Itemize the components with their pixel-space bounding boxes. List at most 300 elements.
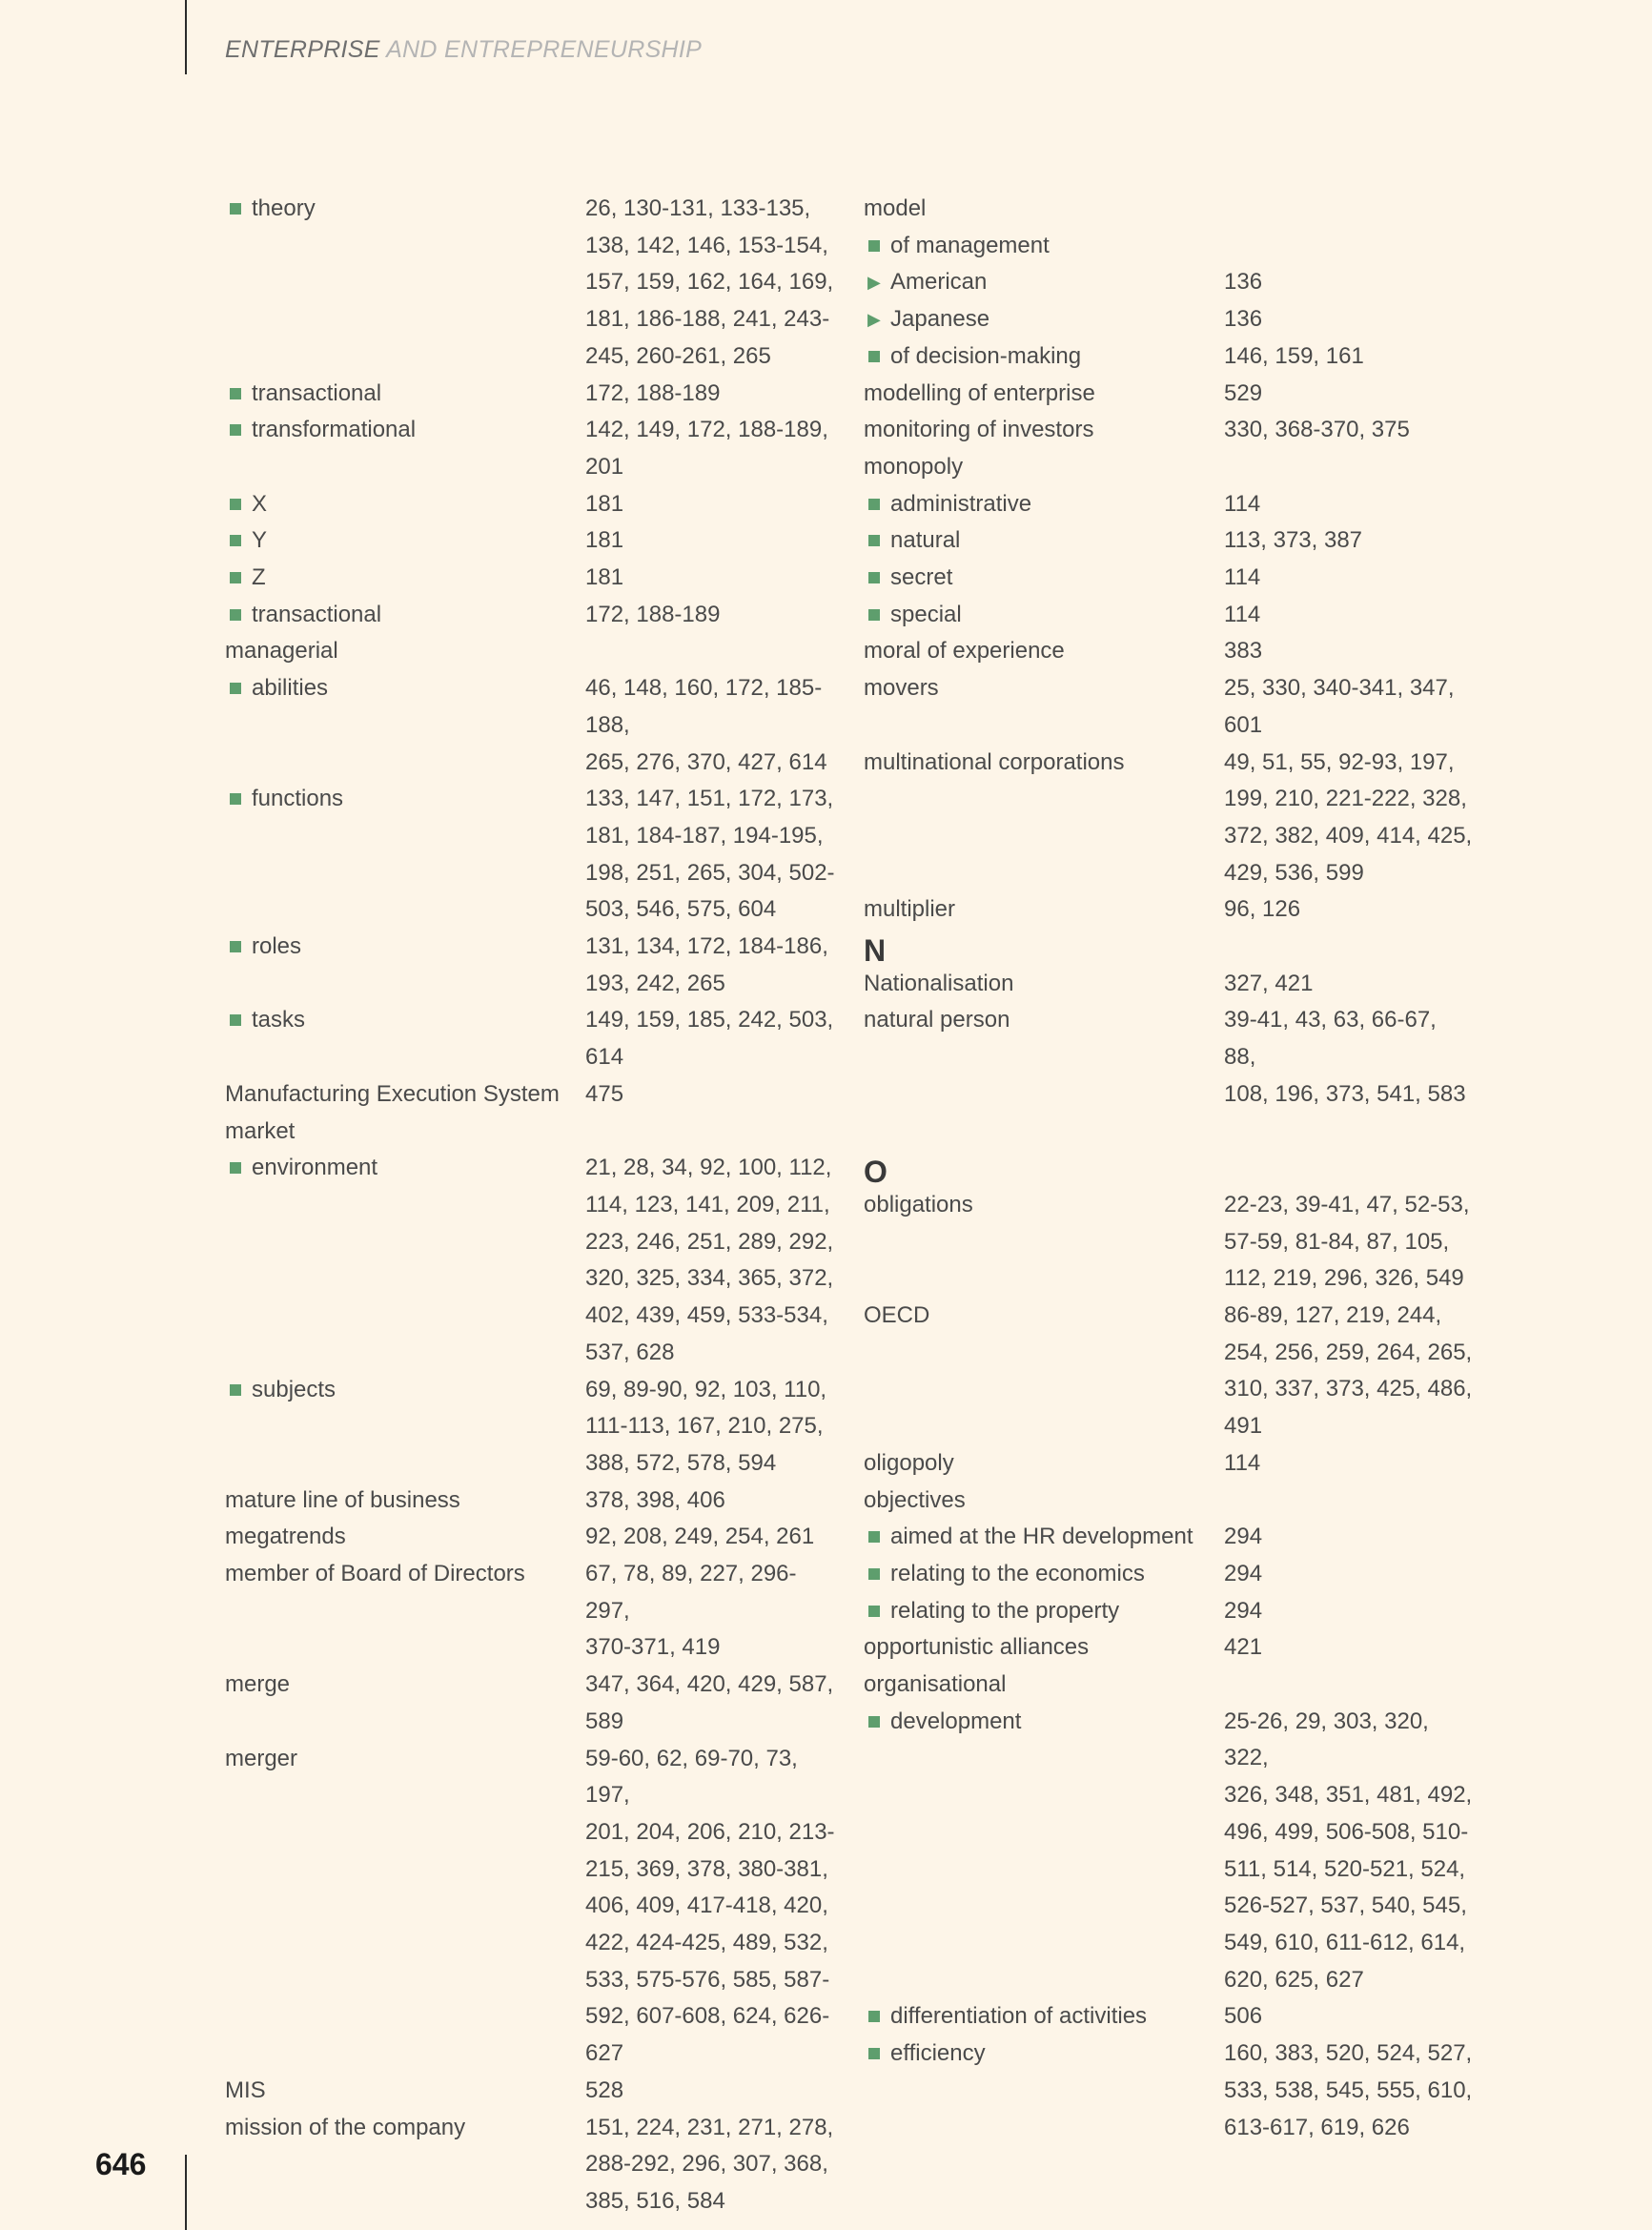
index-term-text: model bbox=[864, 195, 927, 221]
index-entry bbox=[864, 1298, 1474, 1445]
index-entry bbox=[225, 376, 835, 413]
index-term-text: multinational corporations bbox=[864, 748, 1125, 775]
index-term-text: X bbox=[252, 490, 268, 517]
index-term-text: tasks bbox=[252, 1007, 306, 1033]
index-entry bbox=[864, 522, 1474, 560]
index-term bbox=[225, 376, 585, 413]
page-references bbox=[1224, 486, 1474, 523]
page-references bbox=[585, 1372, 835, 1483]
page-reference-line: 86-89, 127, 219, 244, bbox=[1224, 1302, 1442, 1329]
index-term bbox=[225, 1519, 585, 1556]
index-term-text: secret bbox=[890, 564, 953, 591]
page-references bbox=[1224, 191, 1474, 228]
index-entry bbox=[225, 633, 835, 670]
index-entry bbox=[864, 745, 1474, 892]
page-reference-line: 114, 123, 141, 209, 211, bbox=[585, 1191, 830, 1217]
index-term bbox=[225, 1556, 585, 1667]
index-term bbox=[864, 301, 1224, 338]
index-term-text: administrative bbox=[890, 490, 1032, 517]
square-bullet-icon bbox=[868, 1568, 880, 1580]
index-entry bbox=[864, 1483, 1474, 1520]
page-references bbox=[1224, 1998, 1474, 2036]
page-reference-line: 330, 368-370, 375 bbox=[1224, 417, 1410, 443]
page-reference-line: 506 bbox=[1224, 2003, 1263, 2030]
index-entry bbox=[225, 412, 835, 485]
page-references bbox=[585, 560, 835, 597]
page-reference-line: 198, 251, 265, 304, 502- bbox=[585, 859, 835, 886]
square-bullet-icon bbox=[868, 609, 880, 621]
page-reference-line: 96, 126 bbox=[1224, 896, 1301, 923]
page-references bbox=[585, 1002, 835, 1075]
page-references bbox=[585, 1741, 835, 2073]
page-reference-line: 26, 130-131, 133-135, bbox=[585, 195, 811, 221]
page-references bbox=[1224, 301, 1474, 338]
index-term bbox=[225, 1483, 585, 1520]
index-entry bbox=[864, 891, 1474, 929]
index-entry bbox=[864, 560, 1474, 597]
index-term-text: MIS bbox=[225, 2077, 266, 2103]
index-entry bbox=[864, 1002, 1474, 1113]
index-entry bbox=[225, 1150, 835, 1371]
footer-rule bbox=[185, 2155, 187, 2230]
page-reference-line: 496, 499, 506-508, 510- bbox=[1224, 1818, 1469, 1845]
page-reference-line: 138, 142, 146, 153-154, bbox=[585, 232, 828, 258]
page-reference-line: 372, 382, 409, 414, 425, bbox=[1224, 822, 1473, 849]
index-term bbox=[864, 338, 1224, 376]
index-entry bbox=[225, 1076, 835, 1114]
square-bullet-icon bbox=[230, 609, 241, 621]
page-reference-line: 157, 159, 162, 164, 169, bbox=[585, 269, 834, 296]
index-entry bbox=[864, 449, 1474, 486]
page-reference-line: 215, 369, 378, 380-381, bbox=[585, 1855, 828, 1882]
page-reference-line: 22-23, 39-41, 47, 52-53, bbox=[1224, 1191, 1470, 1217]
index-term-text: natural bbox=[890, 527, 961, 554]
index-entry bbox=[864, 264, 1474, 301]
index-term-text: monitoring of investors bbox=[864, 417, 1094, 443]
index-term-text: Nationalisation bbox=[864, 970, 1014, 996]
square-bullet-icon bbox=[868, 1606, 880, 1617]
index-term-text: mission of the company bbox=[225, 2114, 466, 2140]
index-term bbox=[864, 891, 1224, 929]
index-entry bbox=[225, 1556, 835, 1667]
index-entry bbox=[225, 781, 835, 929]
index-term bbox=[225, 1372, 585, 1483]
index-term bbox=[225, 1667, 585, 1740]
square-bullet-icon bbox=[868, 572, 880, 583]
page-references bbox=[1224, 597, 1474, 634]
index-term-text: natural person bbox=[864, 1007, 1010, 1033]
page-reference-line: 193, 242, 265 bbox=[585, 970, 725, 996]
page-reference-line: 388, 572, 578, 594 bbox=[585, 1449, 777, 1476]
index-term-text: modelling of enterprise bbox=[864, 379, 1095, 406]
index-term-text: movers bbox=[864, 675, 939, 702]
index-term bbox=[225, 929, 585, 1002]
page-reference-line: 39-41, 43, 63, 66-67, 88, bbox=[1224, 1007, 1437, 1071]
index-entry bbox=[225, 2073, 835, 2110]
page-references bbox=[1224, 1187, 1474, 1298]
square-bullet-icon bbox=[868, 1531, 880, 1543]
index-entry bbox=[864, 1629, 1474, 1667]
page-reference-line: 46, 148, 160, 172, 185-188, bbox=[585, 675, 823, 738]
index-term-text: differentiation of activities bbox=[890, 2003, 1148, 2030]
index-term-text: theory bbox=[252, 195, 316, 221]
index-term bbox=[225, 781, 585, 929]
square-bullet-icon bbox=[868, 499, 880, 510]
index-term-text: Manufacturing Execution System bbox=[225, 1080, 560, 1107]
page-references bbox=[1224, 338, 1474, 376]
index-term bbox=[864, 191, 1224, 228]
index-term bbox=[864, 966, 1224, 1003]
page-references bbox=[1224, 1445, 1474, 1483]
index-entry bbox=[225, 191, 835, 376]
square-bullet-icon bbox=[868, 1716, 880, 1728]
square-bullet-icon bbox=[230, 499, 241, 510]
index-term bbox=[225, 1114, 585, 1151]
index-term-text: transformational bbox=[252, 417, 417, 443]
index-term-text: efficiency bbox=[890, 2040, 986, 2067]
index-term-text: of decision-making bbox=[890, 342, 1082, 369]
page-reference-line: 592, 607-608, 624, 626- bbox=[585, 2003, 830, 2030]
index-term-text: special bbox=[890, 601, 962, 627]
page-reference-line: 25-26, 29, 303, 320, 322, bbox=[1224, 1708, 1429, 1771]
index-term bbox=[225, 2073, 585, 2110]
index-term bbox=[864, 1593, 1224, 1630]
page-references bbox=[585, 1114, 835, 1151]
index-term bbox=[225, 2110, 585, 2220]
index-entry bbox=[864, 633, 1474, 670]
square-bullet-icon bbox=[230, 683, 241, 694]
page-reference-line: 422, 424-425, 489, 532, bbox=[585, 1930, 828, 1956]
square-bullet-icon bbox=[868, 240, 880, 252]
index-term bbox=[225, 670, 585, 781]
page-reference-line: 151, 224, 231, 271, 278, bbox=[585, 2114, 834, 2140]
index-term bbox=[864, 1629, 1224, 1667]
square-bullet-icon bbox=[230, 203, 241, 215]
page-references bbox=[585, 2110, 835, 2220]
index-term-text: transactional bbox=[252, 379, 382, 406]
page-references bbox=[1224, 745, 1474, 892]
page-reference-line: 620, 625, 627 bbox=[1224, 1966, 1364, 1993]
page-reference-line: 528 bbox=[585, 2077, 624, 2103]
index-term bbox=[864, 1002, 1224, 1113]
page-reference-line: 146, 159, 161 bbox=[1224, 342, 1364, 369]
index-entry bbox=[225, 1483, 835, 1520]
page-references bbox=[1224, 264, 1474, 301]
square-bullet-icon bbox=[230, 535, 241, 546]
index-entry bbox=[864, 376, 1474, 413]
index-term bbox=[864, 597, 1224, 634]
index-term-text: megatrends bbox=[225, 1524, 346, 1550]
square-bullet-icon bbox=[230, 572, 241, 583]
triangle-bullet-icon: ▶ bbox=[867, 310, 881, 330]
index-term-text: Y bbox=[252, 527, 268, 554]
page-references bbox=[585, 191, 835, 376]
index-term bbox=[864, 1556, 1224, 1593]
index-term-text: merge bbox=[225, 1671, 291, 1698]
index-entry bbox=[864, 1593, 1474, 1630]
page-reference-line: 320, 325, 334, 365, 372, bbox=[585, 1265, 834, 1292]
page-references bbox=[1224, 1483, 1474, 1520]
page-reference-line: 429, 536, 599 bbox=[1224, 859, 1364, 886]
page-reference-line: 383 bbox=[1224, 638, 1263, 665]
index-term-text: roles bbox=[252, 933, 302, 960]
page-reference-line: 21, 28, 34, 92, 100, 112, bbox=[585, 1155, 832, 1181]
page-reference-line: 627 bbox=[585, 2040, 624, 2067]
index-term-text: obligations bbox=[864, 1191, 973, 1217]
index-term bbox=[864, 2036, 1224, 2146]
index-entry bbox=[864, 597, 1474, 634]
page-reference-line: 136 bbox=[1224, 269, 1263, 296]
page-reference-line: 136 bbox=[1224, 306, 1263, 333]
square-bullet-icon bbox=[868, 2011, 880, 2022]
index-term bbox=[864, 449, 1224, 486]
page-reference-line: 288-292, 296, 307, 368, bbox=[585, 2151, 828, 2178]
square-bullet-icon bbox=[230, 1384, 241, 1396]
page-references bbox=[1224, 522, 1474, 560]
header-entrepreneurship: AND ENTREPRENEURSHIP bbox=[379, 36, 703, 63]
square-bullet-icon bbox=[868, 2048, 880, 2059]
page-reference-line: 112, 219, 296, 326, 549 bbox=[1224, 1265, 1464, 1292]
index-term-text: subjects bbox=[252, 1376, 337, 1402]
page-reference-line: 549, 610, 611-612, 614, bbox=[1224, 1930, 1466, 1955]
page-reference-line: 614 bbox=[585, 1044, 624, 1071]
index-term-text: aimed at the HR development bbox=[890, 1524, 1193, 1550]
index-term bbox=[864, 670, 1224, 744]
page-references bbox=[585, 929, 835, 1002]
page-reference-line: 160, 383, 520, 524, 527, bbox=[1224, 2040, 1473, 2067]
section-letter: N bbox=[864, 933, 887, 969]
index-term-text: organisational bbox=[864, 1671, 1007, 1698]
page-reference-line: 114 bbox=[1224, 564, 1261, 591]
page-references bbox=[1224, 2036, 1474, 2146]
index-entry bbox=[864, 2036, 1474, 2146]
page-references bbox=[585, 1519, 835, 1556]
index-term bbox=[225, 1076, 585, 1114]
page-reference-line: 108, 196, 373, 541, 583 bbox=[1224, 1080, 1466, 1107]
index-term bbox=[225, 633, 585, 670]
index-term-text: mature line of business bbox=[225, 1486, 460, 1513]
page-reference-line: 347, 364, 420, 429, 587, bbox=[585, 1671, 834, 1698]
page-reference-line: 421 bbox=[1224, 1634, 1263, 1661]
square-bullet-icon bbox=[230, 424, 241, 436]
page-reference-line: 172, 188-189 bbox=[585, 601, 721, 627]
page-reference-line: 294 bbox=[1224, 1524, 1263, 1550]
page-reference-line: 402, 439, 459, 533-534, bbox=[585, 1302, 828, 1329]
index-term-text: opportunistic alliances bbox=[864, 1634, 1090, 1661]
page-reference-line: 181 bbox=[585, 564, 624, 591]
header-enterprise: ENTERPRISE bbox=[225, 36, 380, 63]
index-term bbox=[864, 1298, 1224, 1445]
index-term-text: market bbox=[225, 1117, 296, 1144]
page-reference-line: 172, 188-189 bbox=[585, 379, 721, 406]
square-bullet-icon bbox=[868, 351, 880, 362]
index-term-text: relating to the property bbox=[890, 1597, 1120, 1624]
index-term-text: monopoly bbox=[864, 453, 964, 480]
page-reference-line: 142, 149, 172, 188-189, 201 bbox=[585, 417, 828, 480]
index-entry bbox=[864, 191, 1474, 228]
page-reference-line: 254, 256, 259, 264, 265, bbox=[1224, 1339, 1473, 1365]
index-entry bbox=[864, 1556, 1474, 1593]
index-entry bbox=[225, 929, 835, 1002]
index-term bbox=[864, 633, 1224, 670]
index-column-left bbox=[225, 191, 835, 2220]
page-references bbox=[1224, 891, 1474, 929]
page-references bbox=[1224, 1298, 1474, 1445]
page-references bbox=[1224, 376, 1474, 413]
index-entry bbox=[225, 1372, 835, 1483]
page-reference-line: 131, 134, 172, 184-186, bbox=[585, 933, 828, 960]
page-reference-line: 326, 348, 351, 481, 492, bbox=[1224, 1782, 1473, 1809]
page-references bbox=[1224, 1002, 1474, 1113]
index-entry bbox=[225, 1667, 835, 1740]
page-references bbox=[1224, 412, 1474, 449]
section-spacer bbox=[864, 1114, 1474, 1151]
page-reference-line: 370-371, 419 bbox=[585, 1634, 721, 1661]
index-term-text: merger bbox=[225, 1745, 298, 1771]
page-references bbox=[1224, 560, 1474, 597]
index-term bbox=[225, 597, 585, 634]
index-term-text: environment bbox=[252, 1155, 378, 1181]
index-term bbox=[225, 412, 585, 485]
square-bullet-icon bbox=[230, 941, 241, 952]
index-term-text: member of Board of Directors bbox=[225, 1561, 525, 1587]
index-term bbox=[225, 191, 585, 376]
page-reference-line: 69, 89-90, 92, 103, 110, bbox=[585, 1376, 827, 1402]
page-reference-line: 133, 147, 151, 172, 173, bbox=[585, 786, 834, 812]
index-term-text: development bbox=[890, 1708, 1022, 1734]
page-reference-line: 114 bbox=[1224, 601, 1261, 627]
index-term bbox=[864, 412, 1224, 449]
page-reference-line: 529 bbox=[1224, 379, 1263, 406]
section-letter: O bbox=[864, 1155, 887, 1190]
index-entry bbox=[864, 1519, 1474, 1556]
page-reference-line: 533, 575-576, 585, 587- bbox=[585, 1966, 830, 1993]
index-entry bbox=[864, 966, 1474, 1003]
index-entry bbox=[225, 597, 835, 634]
index-entry bbox=[225, 2110, 835, 2220]
index-entry bbox=[864, 338, 1474, 376]
index-term-text: functions bbox=[252, 786, 344, 812]
index-term-text: relating to the economics bbox=[890, 1560, 1145, 1586]
page-reference-line: 57-59, 81-84, 87, 105, bbox=[1224, 1228, 1450, 1255]
index-term bbox=[864, 264, 1224, 301]
index-entry bbox=[864, 301, 1474, 338]
page-reference-line: 67, 78, 89, 227, 296-297, bbox=[585, 1561, 797, 1624]
page-references bbox=[585, 1667, 835, 1740]
page-reference-line: 199, 210, 221-222, 328, bbox=[1224, 786, 1467, 812]
index-term-text: multiplier bbox=[864, 896, 956, 923]
index-term bbox=[225, 1002, 585, 1075]
page-reference-line: 327, 421 bbox=[1224, 970, 1314, 996]
index-term bbox=[864, 1704, 1224, 1999]
page-reference-line: 201, 204, 206, 210, 213- bbox=[585, 1818, 835, 1845]
index-entry bbox=[225, 560, 835, 597]
page-references bbox=[585, 670, 835, 781]
index-term bbox=[864, 486, 1224, 523]
index-term bbox=[864, 1998, 1224, 2036]
index-entry bbox=[864, 486, 1474, 523]
page-reference-line: 511, 514, 520-521, 524, bbox=[1224, 1855, 1466, 1882]
page-references bbox=[585, 522, 835, 560]
page-references bbox=[585, 1150, 835, 1371]
page-reference-line: 406, 409, 417-418, 420, bbox=[585, 1892, 828, 1919]
page-references bbox=[1224, 449, 1474, 486]
page-reference-line: 475 bbox=[585, 1080, 624, 1107]
page-references bbox=[1224, 1593, 1474, 1630]
index-entry bbox=[225, 1741, 835, 2073]
page-references bbox=[1224, 966, 1474, 1003]
index-entry bbox=[864, 1704, 1474, 1999]
index-entry bbox=[225, 486, 835, 523]
page-reference-line: 310, 337, 373, 425, 486, bbox=[1224, 1376, 1473, 1402]
index-entry bbox=[225, 1519, 835, 1556]
index-term bbox=[864, 228, 1224, 265]
index-term-text: moral of experience bbox=[864, 638, 1065, 665]
square-bullet-icon bbox=[230, 1014, 241, 1026]
index-term-text: objectives bbox=[864, 1486, 966, 1513]
page-references bbox=[1224, 1556, 1474, 1593]
page-reference-line: 114 bbox=[1224, 1449, 1261, 1476]
page-references bbox=[585, 2073, 835, 2110]
page-reference-line: 294 bbox=[1224, 1597, 1263, 1624]
page-references bbox=[585, 1556, 835, 1667]
index-term-text: oligopoly bbox=[864, 1449, 954, 1476]
page-reference-line: 113, 373, 387 bbox=[1224, 527, 1363, 554]
page-reference-line: 245, 260-261, 265 bbox=[585, 342, 771, 369]
header-rule bbox=[185, 0, 187, 74]
index-term bbox=[864, 1667, 1224, 1704]
page-reference-line: 526-527, 537, 540, 545, bbox=[1224, 1892, 1467, 1919]
page-reference-line: 181, 184-187, 194-195, bbox=[585, 822, 824, 849]
page-references bbox=[585, 1483, 835, 1520]
page-reference-line: 294 bbox=[1224, 1560, 1263, 1586]
page-references bbox=[1224, 1667, 1474, 1704]
index-entry bbox=[864, 670, 1474, 744]
index-term-text: managerial bbox=[225, 638, 338, 665]
index-term bbox=[864, 1445, 1224, 1483]
page-references bbox=[585, 376, 835, 413]
page-references bbox=[585, 1076, 835, 1114]
index-entry bbox=[864, 1187, 1474, 1298]
page-references bbox=[585, 412, 835, 485]
square-bullet-icon bbox=[230, 388, 241, 399]
index-entry bbox=[225, 1002, 835, 1075]
page-reference-line: 533, 538, 545, 555, 610, bbox=[1224, 2077, 1473, 2103]
page-references bbox=[1224, 1519, 1474, 1556]
page-reference-line: 223, 246, 251, 289, 292, bbox=[585, 1228, 834, 1255]
index-column-right bbox=[864, 191, 1474, 2146]
index-entry bbox=[225, 522, 835, 560]
page-reference-line: 111-113, 167, 210, 275, bbox=[585, 1413, 824, 1440]
page-reference-line: 589 bbox=[585, 1708, 624, 1734]
index-term bbox=[225, 1150, 585, 1371]
page-reference-line: 613-617, 619, 626 bbox=[1224, 2114, 1410, 2140]
page-reference-line: 537, 628 bbox=[585, 1339, 675, 1365]
square-bullet-icon bbox=[868, 535, 880, 546]
page-reference-line: 181 bbox=[585, 527, 624, 554]
index-entry bbox=[225, 670, 835, 781]
page-reference-line: 59-60, 62, 69-70, 73, 197, bbox=[585, 1745, 798, 1809]
page-references bbox=[1224, 1629, 1474, 1667]
page-references bbox=[1224, 228, 1474, 265]
page-reference-line: 49, 51, 55, 92-93, 197, bbox=[1224, 748, 1455, 775]
page-reference-line: 385, 516, 584 bbox=[585, 2187, 725, 2214]
page-reference-line: 92, 208, 249, 254, 261 bbox=[585, 1524, 815, 1550]
index-entry bbox=[225, 1114, 835, 1151]
index-entry bbox=[864, 1445, 1474, 1483]
index-term-text: abilities bbox=[252, 675, 329, 702]
page-reference-line: 114 bbox=[1224, 490, 1261, 517]
